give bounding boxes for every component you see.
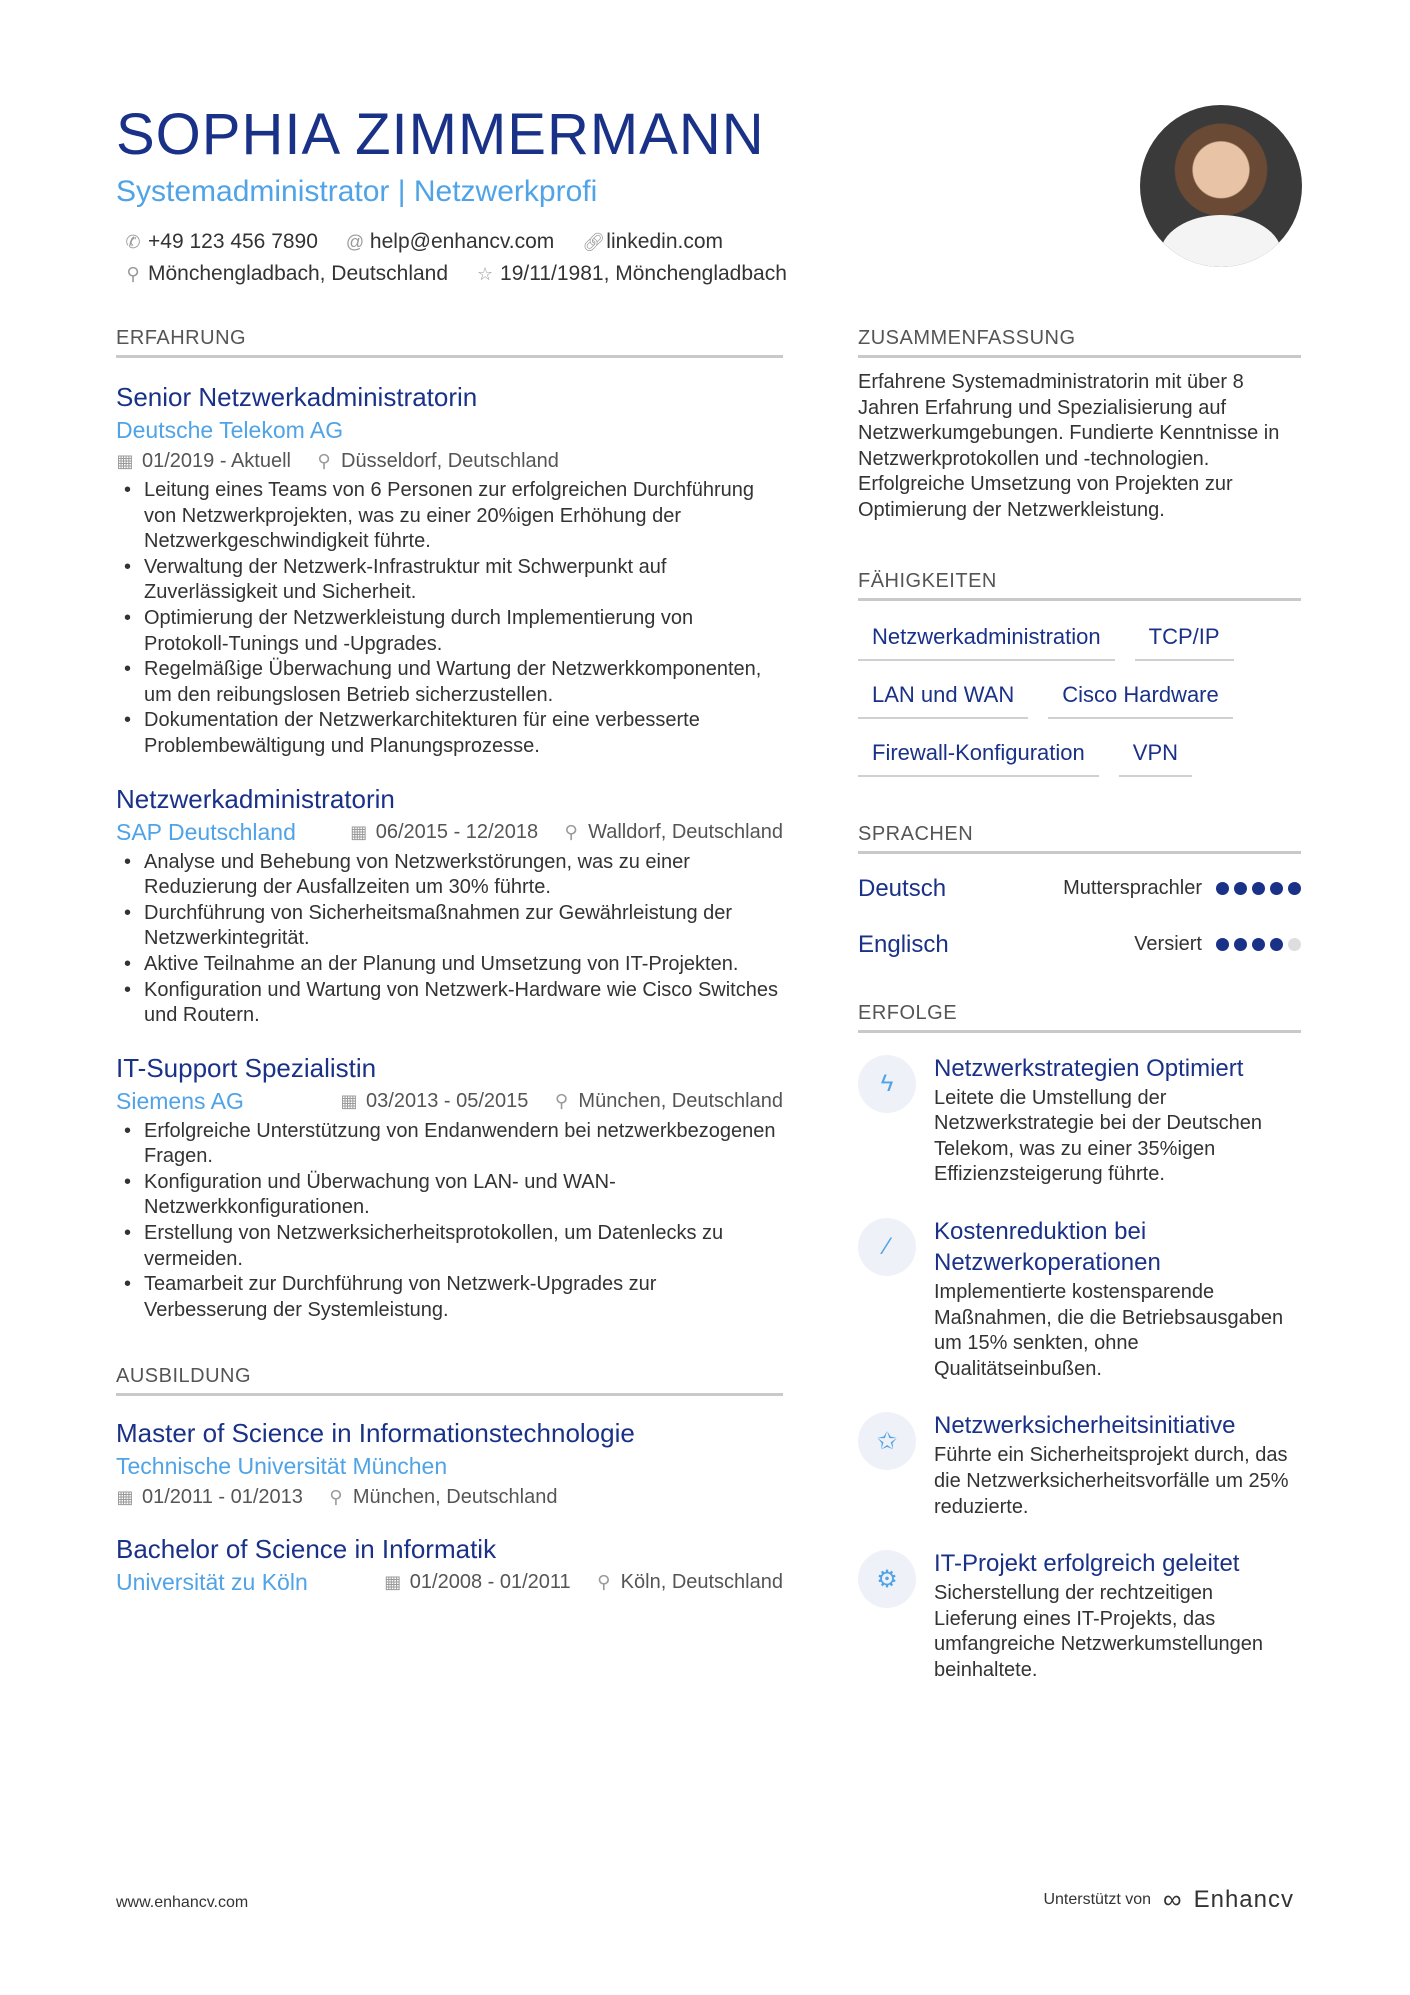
rating-dot — [1288, 938, 1301, 951]
avatar — [1140, 105, 1302, 267]
job-meta — [116, 1085, 783, 1117]
achievement-desc: Implementierte kostensparende Maßnahmen, die die Betriebsausgaben um 15% senkten, ohne Qualitätseinbußen. — [934, 1280, 1284, 1380]
experience-heading: ERFAHRUNG — [116, 325, 783, 358]
language-rating — [1216, 882, 1301, 895]
rating-dot — [1252, 882, 1265, 895]
location-pin-icon: ⚲ — [317, 451, 331, 471]
rating-dot — [1216, 882, 1229, 895]
calendar-icon: ▦ — [340, 1090, 358, 1111]
job-entry — [116, 782, 783, 1029]
candidate-name: SOPHIA ZIMMERMANN — [116, 102, 765, 167]
list-item: • Regelmäßige Überwachung und Wartung der Netzwerkkomponenten, um den reibungslosen Betrieb sicherzustellen. — [116, 657, 783, 708]
education-entry — [116, 1416, 783, 1512]
list-item: • Verwaltung der Netzwerk-Infrastruktur mit Schwerpunkt auf Zuverlässigkeit und Sicherheit. — [116, 555, 783, 606]
list-item: • Konfiguration und Überwachung von LAN- und WAN-Netzwerkkonfigurationen. — [116, 1170, 783, 1221]
language-row — [858, 868, 1301, 910]
job-company: SAP Deutschland — [116, 818, 296, 845]
languages-heading: SPRACHEN — [858, 821, 1301, 854]
achievement-desc: Führte ein Sicherheitsprojekt durch, das die Netzwerksicherheitsvorfälle um 25% reduzierte. — [934, 1444, 1289, 1518]
achievement-desc: Leitete die Umstellung der Netzwerkstrategie bei der Deutschen Telekom, was zu einer 35%igen Effizienzsteigerung führte. — [934, 1086, 1262, 1186]
skills-heading: FÄHIGKEITEN — [858, 568, 1301, 601]
job-dates: 06/2015 - 12/2018 — [375, 820, 539, 843]
enhancv-logo-icon: ∞ — [1163, 1884, 1182, 1914]
magic-wand-icon: ⁄ — [858, 1218, 916, 1276]
education-meta — [116, 1482, 783, 1512]
education-location: München, Deutschland — [352, 1486, 558, 1509]
education-entry — [116, 1532, 783, 1598]
achievement-title: Netzwerksicherheitsinitiative — [934, 1412, 1236, 1440]
school-name: Universität zu Köln — [116, 1569, 308, 1596]
right-column — [858, 325, 1301, 1683]
language-name: Englisch — [858, 930, 949, 958]
list-item: • Teamarbeit zur Durchführung von Netzwerk-Upgrades zur Verbesserung der Systemleistung. — [116, 1272, 783, 1323]
degree-title: Bachelor of Science in Informatik — [116, 1534, 497, 1565]
star-outline-icon: ☆ — [476, 264, 494, 284]
footer-branding — [1043, 1884, 1294, 1915]
brand-name: Enhancv — [1193, 1885, 1294, 1913]
achievement-title: Netzwerkstrategien Optimiert — [934, 1054, 1244, 1082]
list-item: • Konfiguration und Wartung von Netzwerk-Hardware wie Cisco Switches und Routern. — [116, 978, 783, 1029]
calendar-icon: ▦ — [116, 1487, 134, 1508]
contact-info — [116, 226, 1016, 290]
location-pin-icon: ⚲ — [564, 821, 578, 842]
rating-dot — [1234, 882, 1247, 895]
education-location: Köln, Deutschland — [620, 1571, 783, 1594]
link-icon: 🔗︎ — [582, 232, 606, 252]
skill-tag: VPN — [1119, 733, 1192, 777]
job-bullets — [116, 1119, 783, 1324]
location-text: Mönchengladbach, Deutschland — [148, 262, 449, 285]
calendar-icon: ▦ — [384, 1572, 402, 1593]
linkedin-item[interactable] — [582, 226, 723, 258]
education-dates: 01/2011 - 01/2013 — [142, 1486, 303, 1509]
rating-dot — [1270, 938, 1283, 951]
achievement-item — [858, 1216, 1301, 1382]
list-item: • Optimierung der Netzwerkleistung durch Implementierung von Protokoll-Tunings und -Upgrades. — [116, 606, 783, 657]
resume-header — [116, 100, 1016, 290]
achievement-item — [858, 1053, 1301, 1188]
job-dates: 01/2019 - Aktuell — [142, 450, 291, 472]
list-item: • Dokumentation der Netzwerkarchitekturen für eine verbesserte Problembewältigung und Planungsprozesse. — [116, 708, 783, 759]
language-name: Deutsch — [858, 874, 947, 902]
location-item — [124, 258, 448, 290]
calendar-icon: ▦ — [116, 451, 134, 471]
email-item[interactable] — [346, 226, 554, 258]
language-rating — [1216, 938, 1301, 951]
birth-text: 19/11/1981, Mönchengladbach — [500, 262, 787, 285]
skill-tag: TCP/IP — [1135, 617, 1234, 661]
job-location: Walldorf, Deutschland — [588, 820, 783, 843]
phone-text: +49 123 456 7890 — [148, 230, 318, 253]
job-meta — [116, 816, 783, 848]
rating-dot — [1216, 938, 1229, 951]
phone-icon: ✆ — [125, 232, 141, 252]
achievement-title: Kostenreduktion bei Netzwerkoperationen — [934, 1217, 1161, 1276]
school-name: Technische Universität München — [116, 1453, 448, 1480]
achievement-title: IT-Projekt erfolgreich geleitet — [934, 1550, 1240, 1578]
achievement-item — [858, 1410, 1301, 1520]
achievement-item — [858, 1548, 1301, 1683]
rating-dot — [1234, 938, 1247, 951]
job-meta — [116, 446, 783, 476]
candidate-title: Systemadministrator | Netzwerkprofi — [116, 175, 598, 208]
skills-list — [858, 617, 1301, 777]
location-pin-icon: ⚲ — [329, 1487, 343, 1508]
education-dates: 01/2008 - 01/2011 — [409, 1571, 571, 1594]
location-pin-icon: ⚲ — [597, 1572, 611, 1593]
birth-item — [476, 258, 787, 290]
list-item: • Analyse und Behebung von Netzwerkstörungen, was zu einer Reduzierung der Ausfallzeiten um 30% führte. — [116, 850, 783, 901]
medal-icon: ⚙ — [858, 1550, 916, 1608]
list-item: • Erstellung von Netzwerksicherheitsprotokollen, um Datenlecks zu vermeiden. — [116, 1221, 783, 1272]
language-level: Muttersprachler — [1063, 877, 1202, 900]
list-item: • Leitung eines Teams von 6 Personen zur erfolgreichen Durchführung von Netzwerkprojekten, was zu einer 20%igen Erhöhung der Netzwerkgeschwindigkeit führte. — [116, 478, 783, 555]
job-entry — [116, 1051, 783, 1324]
linkedin-text[interactable]: linkedin.com — [606, 230, 724, 253]
calendar-icon: ▦ — [350, 821, 368, 842]
lightning-icon: ϟ — [858, 1055, 916, 1113]
job-dates: 03/2013 - 05/2015 — [366, 1089, 529, 1112]
rating-dot — [1252, 938, 1265, 951]
skill-tag: Cisco Hardware — [1048, 675, 1233, 719]
powered-by-text: Unterstützt von — [1043, 1890, 1152, 1908]
achievements-heading: ERFOLGE — [858, 1000, 1301, 1033]
summary-heading: ZUSAMMENFASSUNG — [858, 325, 1301, 358]
skill-tag: LAN und WAN — [858, 675, 1028, 719]
job-company: Siemens AG — [116, 1087, 244, 1114]
skill-tag: Firewall-Konfiguration — [858, 733, 1099, 777]
left-column — [116, 325, 783, 1598]
language-row — [858, 924, 1301, 966]
list-item: • Erfolgreiche Unterstützung von Endanwendern bei netzwerkbezogenen Fragen. — [116, 1119, 783, 1170]
job-company: Deutsche Telekom AG — [116, 417, 344, 443]
achievement-desc: Sicherstellung der rechtzeitigen Lieferung eines IT-Projekts, das umfangreiche Netzwerkumstellungen beinhaltete. — [934, 1582, 1264, 1681]
location-pin-icon: ⚲ — [126, 264, 140, 284]
location-pin-icon: ⚲ — [554, 1090, 569, 1111]
degree-title: Master of Science in Informationstechnologie — [116, 1418, 635, 1449]
rating-dot — [1270, 882, 1283, 895]
rating-dot — [1288, 882, 1301, 895]
education-meta — [116, 1566, 783, 1598]
summary-text: Erfahrene Systemadministratorin mit über 8 Jahren Erfahrung und Spezialisierung auf Netzwerkumgebungen. Fundierte Kenntnisse in Netzwerkprotokollen und -technologien. Erfolgreiche Umsetzung von Projekten zur Optimierung der Netzwerkleistung. — [858, 371, 1280, 521]
job-bullets — [116, 478, 783, 760]
job-location: Düsseldorf, Deutschland — [341, 450, 559, 472]
phone-item — [124, 226, 318, 258]
at-icon: @ — [345, 232, 365, 252]
language-level: Versiert — [1134, 933, 1202, 956]
footer-website[interactable]: www.enhancv.com — [116, 1894, 249, 1911]
job-title: IT-Support Spezialistin — [116, 1052, 377, 1083]
job-bullets — [116, 850, 783, 1029]
education-heading: AUSBILDUNG — [116, 1363, 783, 1396]
list-item: • Aktive Teilnahme an der Planung und Umsetzung von IT-Projekten. — [116, 952, 783, 978]
star-icon: ✩ — [858, 1412, 916, 1470]
email-text[interactable]: help@enhancv.com — [369, 230, 555, 253]
list-item: • Durchführung von Sicherheitsmaßnahmen zur Gewährleistung der Netzwerkintegrität. — [116, 901, 783, 952]
job-entry — [116, 380, 783, 760]
job-location: München, Deutschland — [578, 1089, 783, 1112]
job-title: Netzwerkadministratorin — [116, 783, 395, 814]
skill-tag: Netzwerkadministration — [858, 617, 1115, 661]
job-title: Senior Netzwerkadministratorin — [116, 382, 478, 412]
